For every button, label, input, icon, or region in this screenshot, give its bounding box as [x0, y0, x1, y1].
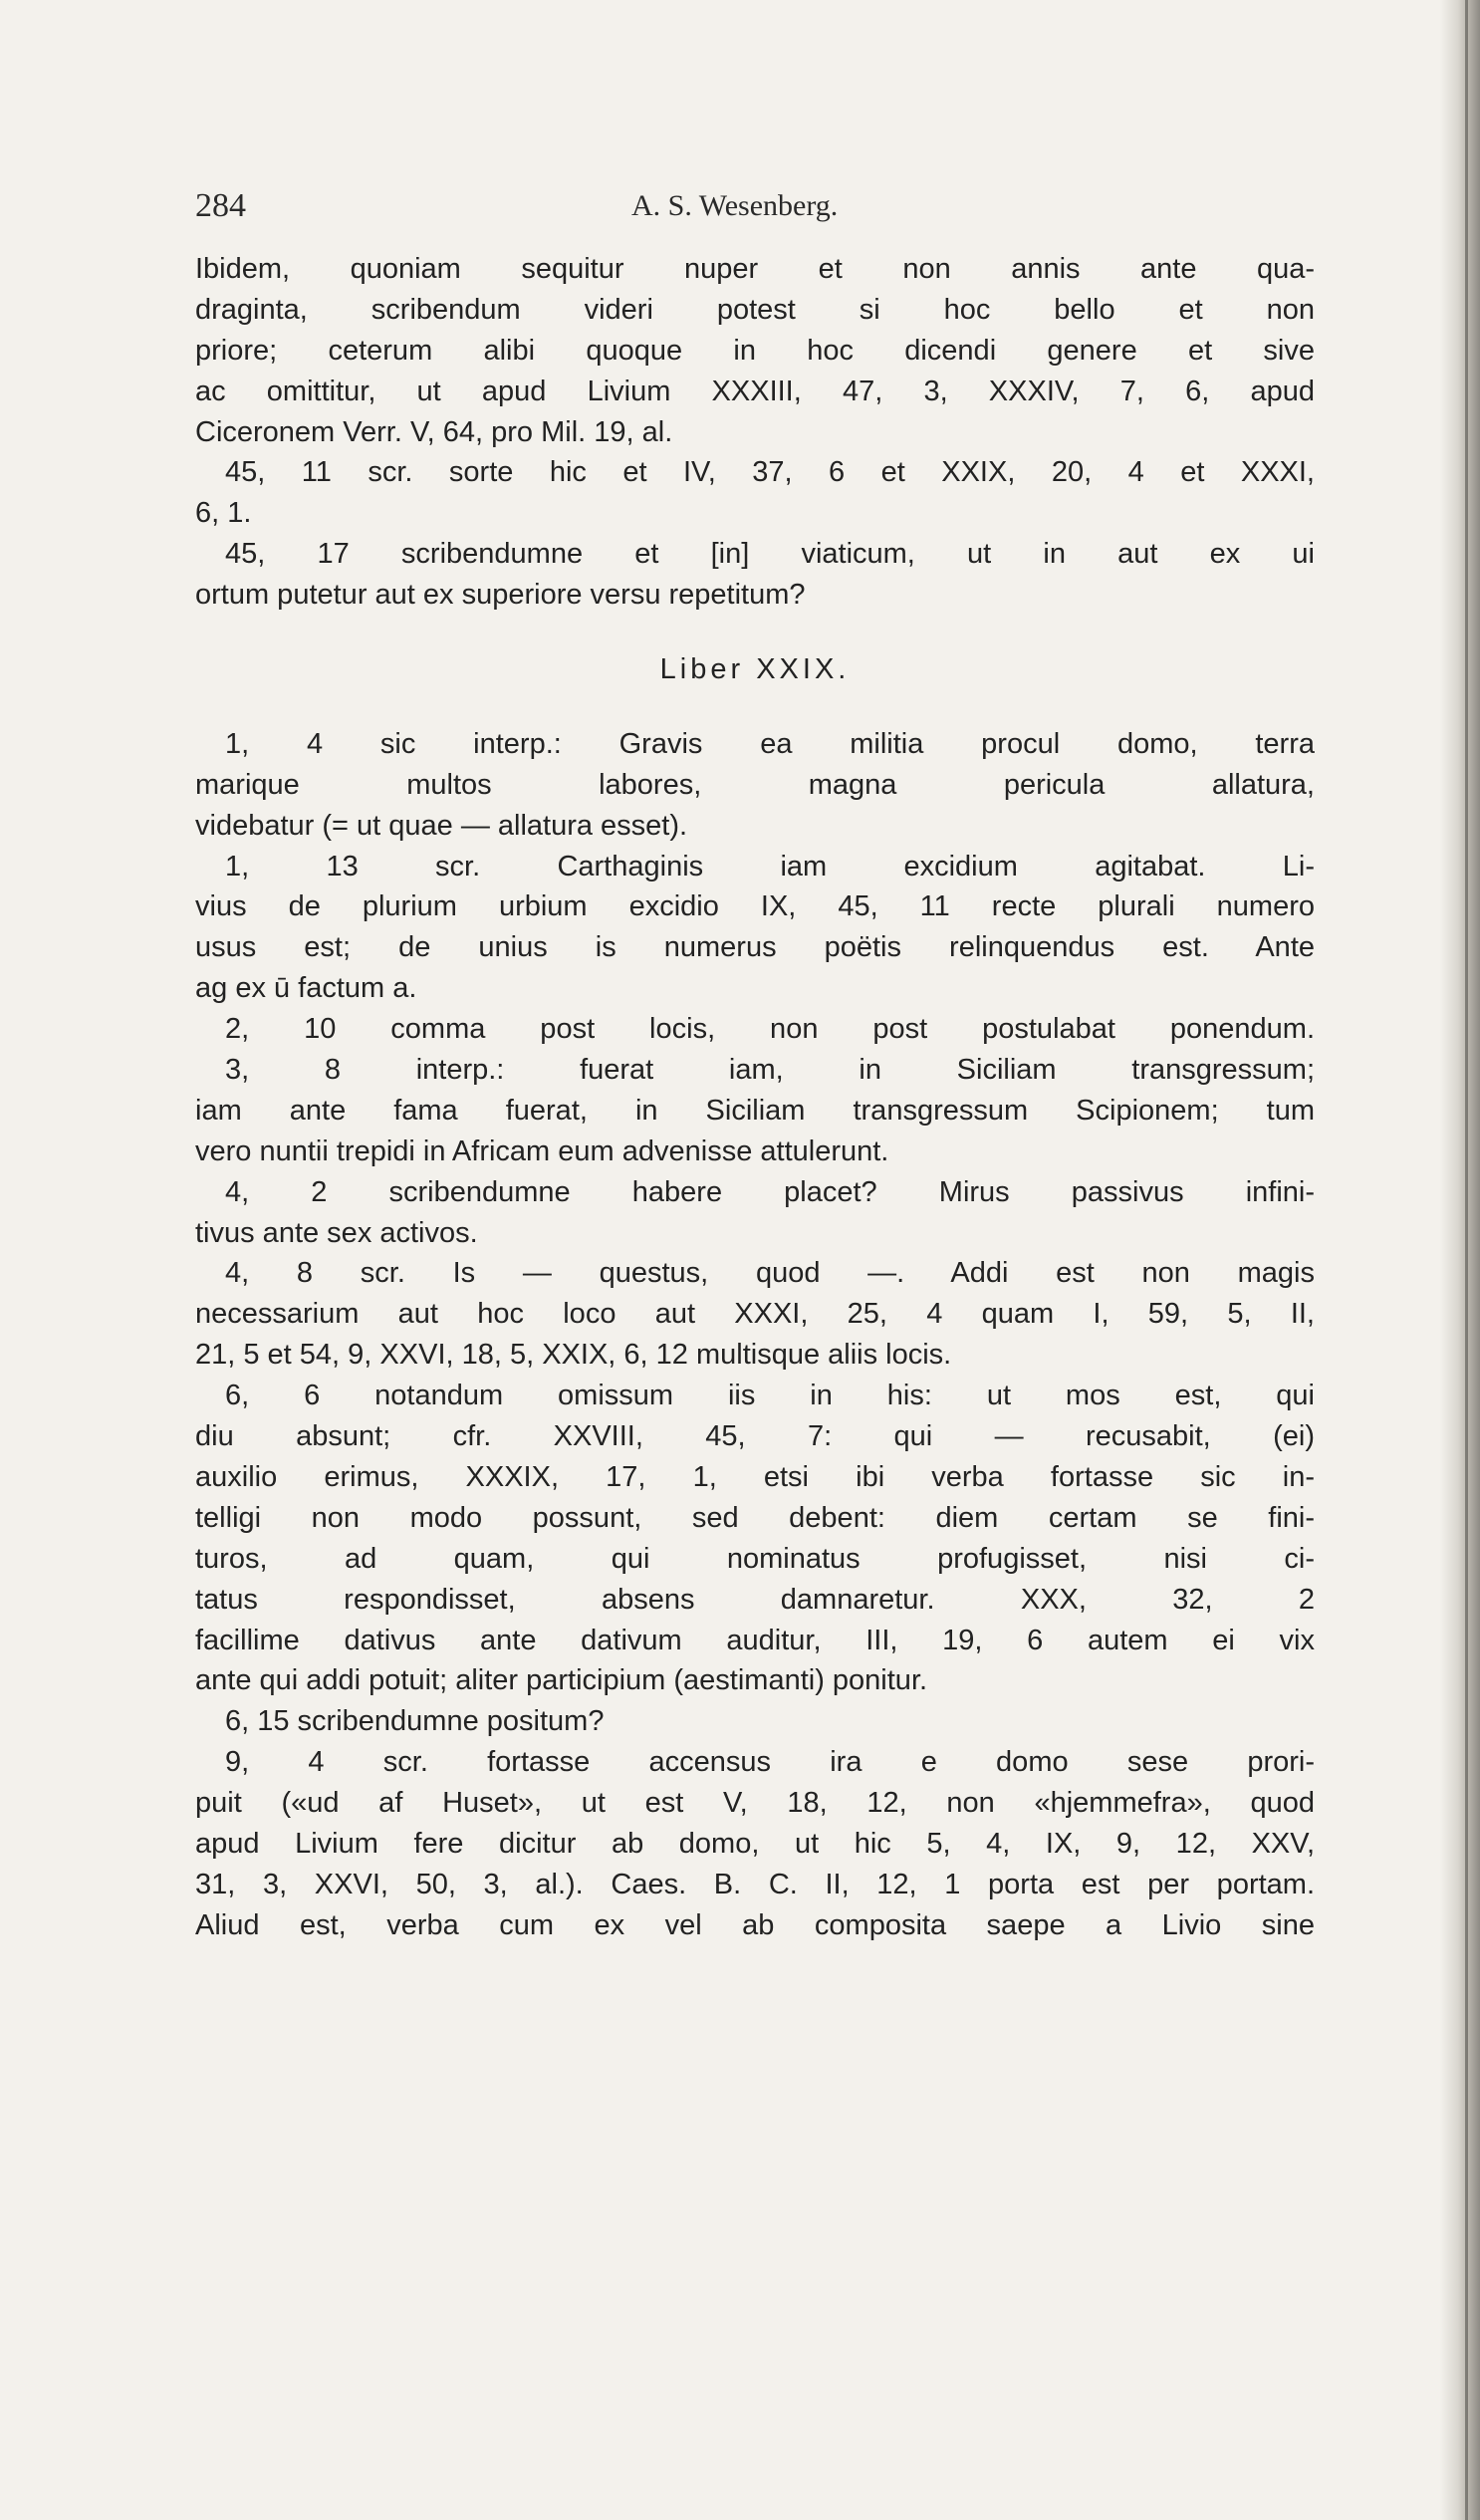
text-line: 6, 1.	[195, 497, 252, 530]
text-line: auxilio erimus, XXXIX, 17, 1, etsi ibi verba fortasse sic in-	[195, 1460, 1315, 1493]
text-line: marique multos labores, magna pericula allatura,	[195, 768, 1315, 801]
section-heading: Liber XXIX.	[659, 653, 851, 686]
text-line: Aliud est, verba cum ex vel ab composita saepe a Livio sine	[195, 1908, 1315, 1941]
scan-edge-line	[1465, 0, 1468, 2520]
text-line: ag ex ū factum a.	[195, 972, 417, 1005]
text-line: usus est; de unius is numerus poëtis relinquendus est. Ante	[195, 931, 1315, 964]
text-line: vius de plurium urbium excidio IX, 45, 11 recte plurali numero	[195, 890, 1315, 923]
text-line: 21, 5 et 54, 9, XXVI, 18, 5, XXIX, 6, 12 multisque aliis locis.	[195, 1339, 952, 1372]
text-line: 3, 8 interp.: fuerat iam, in Siciliam transgressum;	[225, 1054, 1315, 1087]
text-line: 31, 3, XXVI, 50, 3, al.). Caes. B. C. II, 12, 1 porta est per portam.	[195, 1868, 1315, 1900]
text-line: 4, 2 scribendumne habere placet? Mirus passivus infini-	[225, 1175, 1315, 1208]
text-line: 2, 10 comma post locis, non post postulabat ponendum.	[225, 1013, 1315, 1046]
text-line: Ciceronem Verr. V, 64, pro Mil. 19, al.	[195, 415, 673, 448]
text-line: necessarium aut hoc loco aut XXXI, 25, 4 quam I, 59, 5, II,	[195, 1298, 1315, 1331]
text-line: telligi non modo possunt, sed debent: diem certam se fini-	[195, 1501, 1315, 1534]
text-line: ac omittitur, ut apud Livium XXXIII, 47, 3, XXXIV, 7, 6, apud	[195, 375, 1315, 407]
text-line: tivus ante sex activos.	[195, 1216, 478, 1249]
scan-edge-shadow	[1440, 0, 1480, 2520]
body-text	[195, 249, 1315, 1946]
text-line: 4, 8 scr. Is — questus, quod —. Addi est non magis	[225, 1257, 1315, 1290]
page-header	[195, 187, 1311, 231]
text-line: 6, 6 notandum omissum iis in his: ut mos est, qui	[225, 1380, 1315, 1412]
text-line: ante qui addi potuit; aliter participium (aestimanti) ponitur.	[195, 1664, 928, 1697]
text-line: vero nuntii trepidi in Africam eum advenisse attulerunt.	[195, 1134, 889, 1167]
text-line: draginta, scribendum videri potest si hoc bello et non	[195, 293, 1315, 326]
text-line: 9, 4 scr. fortasse accensus ira e domo sese prori-	[225, 1746, 1315, 1779]
text-line: 1, 13 scr. Carthaginis iam excidium agitabat. Li-	[225, 850, 1315, 882]
text-line: 6, 15 scribendumne positum?	[225, 1705, 605, 1738]
text-line: 1, 4 sic interp.: Gravis ea militia procul domo, terra	[225, 727, 1315, 760]
section-gap	[195, 690, 1315, 724]
text-line: apud Livium fere dicitur ab domo, ut hic 5, 4, IX, 9, 12, XXV,	[195, 1827, 1315, 1860]
text-line: facillime dativus ante dativum auditur, III, 19, 6 autem ei vix	[195, 1624, 1315, 1656]
text-line: 45, 11 scr. sorte hic et IV, 37, 6 et XXIX, 20, 4 et XXXI,	[225, 456, 1315, 489]
section-gap	[195, 616, 1315, 649]
page-number: 284	[195, 187, 246, 224]
text-line: videbatur (= ut quae — allatura esset).	[195, 809, 688, 842]
text-line: Ibidem, quoniam sequitur nuper et non annis ante qua-	[195, 253, 1315, 285]
text-line: diu absunt; cfr. XXVIII, 45, 7: qui — recusabit, (ei)	[195, 1420, 1315, 1453]
text-line: 45, 17 scribendumne et [in] viaticum, ut in aut ex ui	[225, 538, 1315, 571]
text-line: tatus respondisset, absens damnaretur. XXX, 32, 2	[195, 1583, 1315, 1616]
text-line: turos, ad quam, qui nominatus profugisset, nisi ci-	[195, 1542, 1315, 1575]
text-line: puit («ud af Huset», ut est V, 18, 12, non «hjemmefra», quod	[195, 1787, 1315, 1820]
text-line: iam ante fama fuerat, in Siciliam transgressum Scipionem; tum	[195, 1094, 1315, 1127]
text-line: priore; ceterum alibi quoque in hoc dicendi genere et sive	[195, 334, 1315, 367]
running-head: A. S. Wesenberg.	[631, 189, 839, 222]
text-line: ortum putetur aut ex superiore versu repetitum?	[195, 579, 806, 612]
